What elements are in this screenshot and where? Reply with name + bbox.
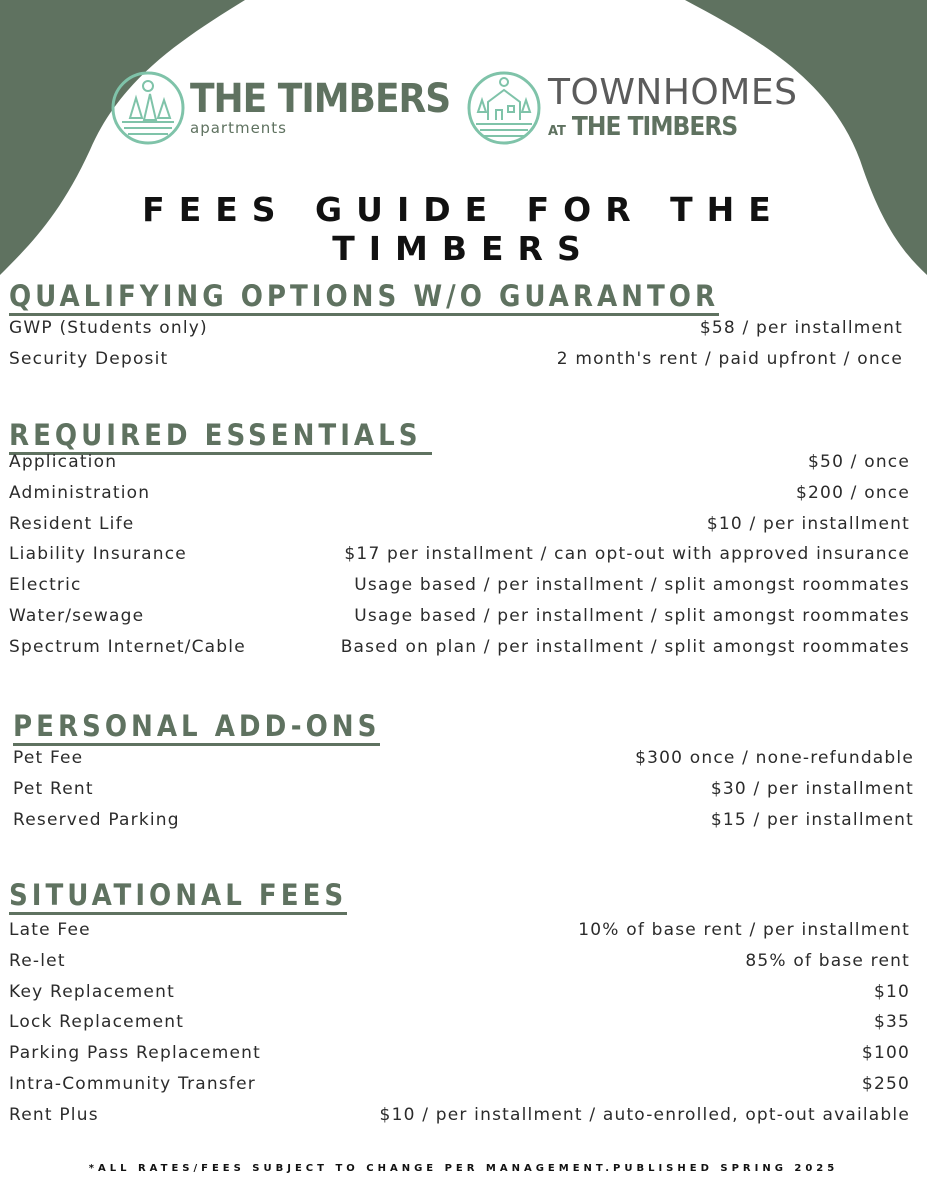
fee-label: Water/sewage	[9, 605, 145, 626]
fee-value: $10 / per installment / auto-enrolled, opt-out available	[379, 1104, 910, 1125]
fee-label: Lock Replacement	[9, 1012, 185, 1033]
fee-row	[9, 349, 903, 380]
fee-row	[9, 514, 910, 545]
fee-row	[9, 1012, 910, 1043]
fee-row	[13, 748, 914, 779]
fee-row	[9, 982, 910, 1013]
fee-value: $30 / per installment	[710, 778, 914, 799]
section-heading-qualifying: QUALIFYING OPTIONS W/O GUARANTOR	[9, 279, 719, 316]
fee-row	[9, 920, 910, 951]
fee-value: Usage based / per installment / split amongst roommates	[354, 605, 910, 626]
fee-value: 10% of base rent / per installment	[578, 920, 910, 940]
fee-value: $100	[861, 1043, 910, 1064]
fee-label: Intra-Community Transfer	[9, 1073, 256, 1094]
fee-value: $250	[861, 1073, 910, 1094]
fee-label: Liability Insurance	[9, 544, 187, 565]
section-rows-situational	[9, 920, 910, 1136]
fee-row	[9, 318, 903, 349]
fee-label: Late Fee	[9, 920, 91, 940]
fee-label: GWP (Students only)	[9, 318, 208, 338]
page-title: FEES GUIDE FOR THE TIMBERS	[142, 190, 785, 268]
timbers-logo-subtitle: apartments	[190, 119, 287, 137]
fee-row	[9, 544, 910, 575]
fee-row	[9, 1105, 910, 1136]
fee-label: Reserved Parking	[13, 809, 180, 830]
fee-value: $35	[873, 1012, 910, 1033]
fee-row	[9, 452, 910, 483]
fee-label: Pet Rent	[13, 778, 94, 799]
fee-label: Pet Fee	[13, 748, 84, 768]
fee-label: Administration	[9, 482, 151, 503]
townhomes-logo-subtitle: THE TIMBERS	[571, 112, 738, 142]
fee-value: $200 / once	[796, 482, 910, 503]
fee-row	[13, 810, 914, 841]
fee-row	[9, 1043, 910, 1074]
fee-label: Rent Plus	[9, 1104, 99, 1125]
fee-label: Parking Pass Replacement	[9, 1043, 261, 1064]
townhomes-logo-title: TOWNHOMES	[548, 72, 798, 113]
timbers-tree-icon	[110, 70, 186, 146]
fee-label: Spectrum Internet/Cable	[9, 636, 246, 657]
fee-label: Security Deposit	[9, 348, 169, 369]
fee-value: Based on plan / per installment / split amongst roommates	[340, 636, 910, 657]
fee-label: Application	[9, 452, 118, 472]
fee-label: Electric	[9, 575, 82, 596]
footer-disclaimer: *ALL RATES/FEES SUBJECT TO CHANGE PER MANAGEMENT.PUBLISHED SPRING 2025	[88, 1163, 839, 1174]
timbers-logo	[110, 70, 450, 146]
fee-value: 2 month's rent / paid upfront / once	[556, 348, 903, 369]
fee-row	[9, 606, 910, 637]
fee-row	[9, 1074, 910, 1105]
section-rows-personal	[13, 748, 914, 840]
section-rows-qualifying	[9, 318, 903, 380]
fee-row	[9, 637, 910, 668]
fee-value: $50 / once	[808, 452, 910, 472]
section-heading-situational: SITUATIONAL FEES	[9, 878, 347, 915]
fee-row	[9, 483, 910, 514]
fee-label: Resident Life	[9, 513, 135, 534]
townhomes-logo-at: AT	[548, 124, 566, 139]
fee-value: $10 / per installment	[706, 513, 910, 534]
fee-label: Re-let	[9, 950, 66, 971]
fee-value: $58 / per installment	[699, 318, 903, 338]
townhomes-house-icon	[466, 70, 542, 146]
fee-label: Key Replacement	[9, 981, 175, 1002]
fee-value: Usage based / per installment / split amongst roommates	[354, 575, 910, 596]
section-heading-personal: PERSONAL ADD-ONS	[13, 709, 380, 746]
fee-row	[9, 575, 910, 606]
fee-row	[13, 779, 914, 810]
timbers-logo-title: THE TIMBERS	[190, 76, 451, 122]
fee-value: $300 once / none-refundable	[635, 748, 914, 768]
fee-value: $15 / per installment	[710, 809, 914, 830]
section-rows-required	[9, 452, 910, 668]
fee-value: 85% of base rent	[745, 950, 910, 971]
townhomes-logo	[466, 70, 797, 146]
fee-value: $10	[873, 981, 910, 1002]
section-heading-required: REQUIRED ESSENTIALS	[9, 418, 432, 455]
fee-value: $17 per installment / can opt-out with approved insurance	[344, 544, 910, 565]
fee-row	[9, 951, 910, 982]
